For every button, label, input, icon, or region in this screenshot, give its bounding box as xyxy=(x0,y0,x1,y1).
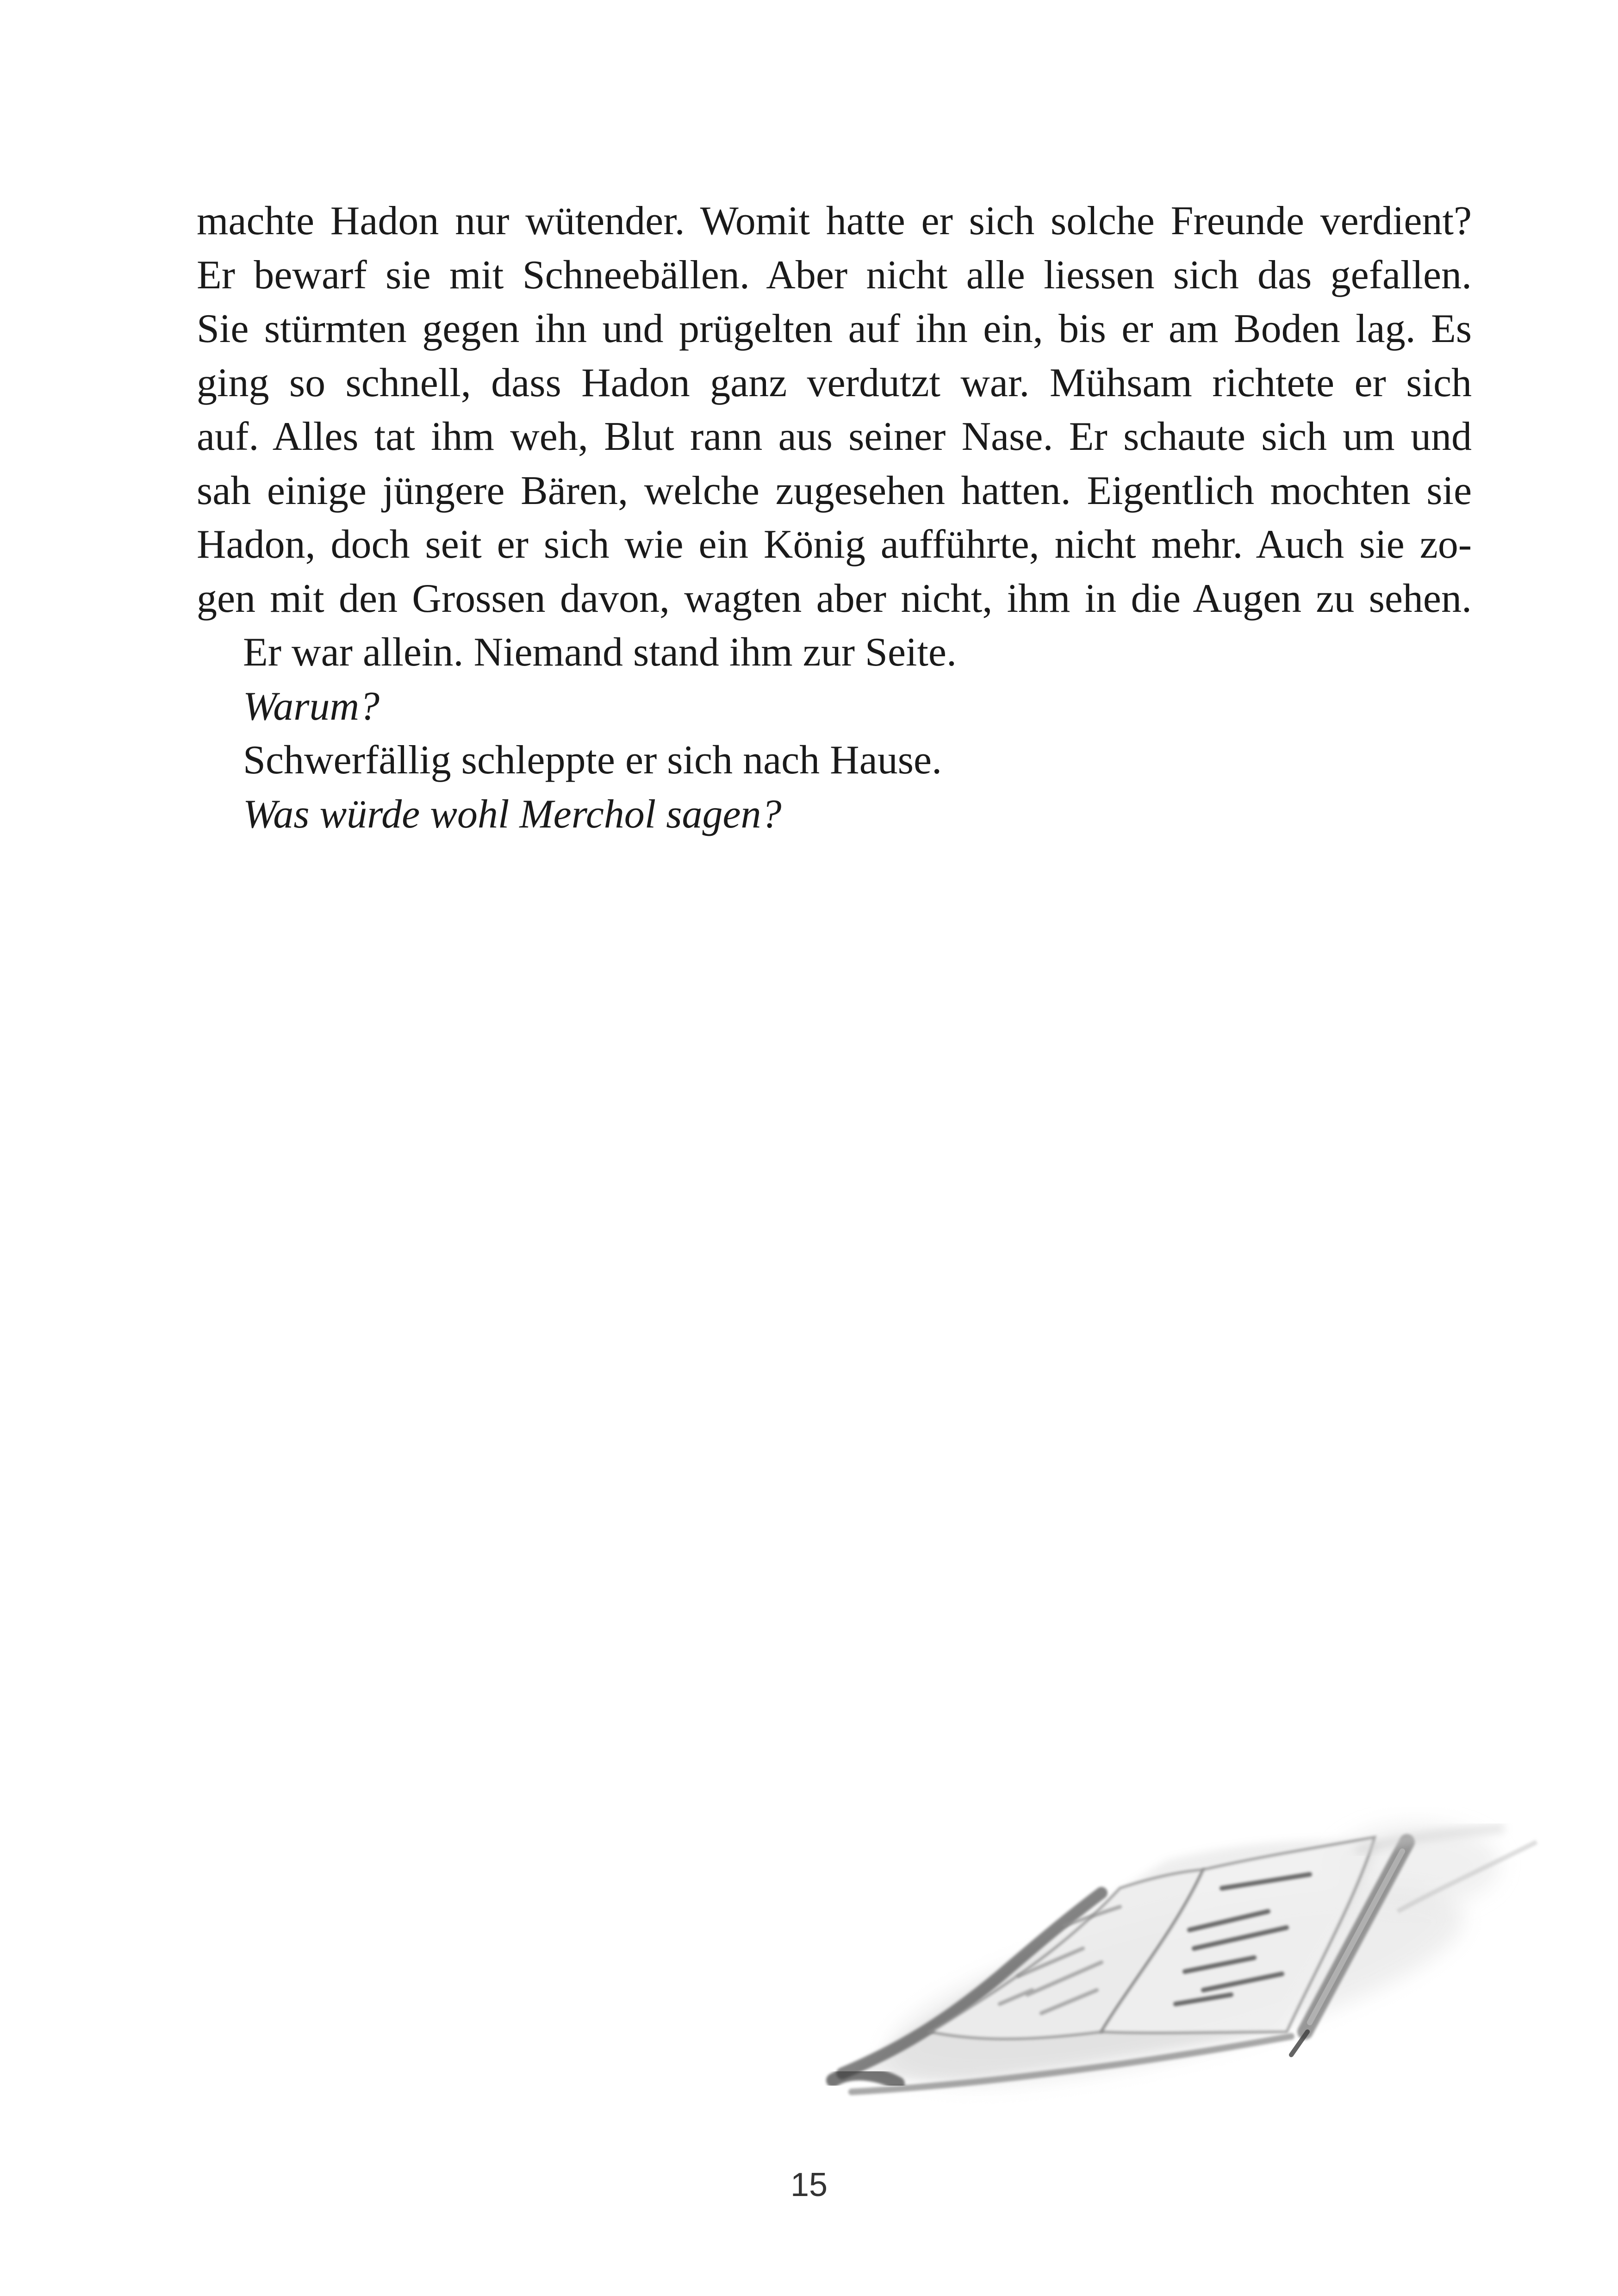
thought-warum: Warum? xyxy=(243,684,380,729)
text-line-6: sah einige jüngere Bären, welche zugesehen hatten. Eigentlich mochten sie xyxy=(197,468,1472,513)
body-text xyxy=(197,194,1472,841)
paragraph-home: Schwerfällig schleppte er sich nach Hause. xyxy=(243,738,942,783)
open-book-with-pen-sketch-icon xyxy=(824,1773,1550,2143)
text-line-5: auf. Alles tat ihm weh, Blut rann aus seiner Nase. Er schaute sich um und xyxy=(197,414,1472,459)
text-line-7: Hadon, doch seit er sich wie ein König aufführte, nicht mehr. Auch sie zo- xyxy=(197,522,1472,567)
thought-merchol: Was würde wohl Merchol sagen? xyxy=(243,791,782,837)
paragraph-alone: Er war allein. Niemand stand ihm zur Seite. xyxy=(243,630,957,675)
text-line-8: gen mit den Grossen davon, wagten aber nicht, ihm in die Augen zu sehen. xyxy=(197,576,1472,621)
text-line-4: ging so schnell, dass Hadon ganz verdutzt war. Mühsam richtete er sich xyxy=(197,360,1472,405)
page-number: 15 xyxy=(790,2166,828,2203)
text-line-1: machte Hadon nur wütender. Womit hatte er sich solche Freunde verdient? xyxy=(197,199,1472,243)
text-line-3: Sie stürmten gegen ihn und prügelten auf ihn ein, bis er am Boden lag. Es xyxy=(197,306,1472,351)
text-line-2: Er bewarf sie mit Schneebällen. Aber nicht alle liessen sich das gefallen. xyxy=(197,252,1472,298)
